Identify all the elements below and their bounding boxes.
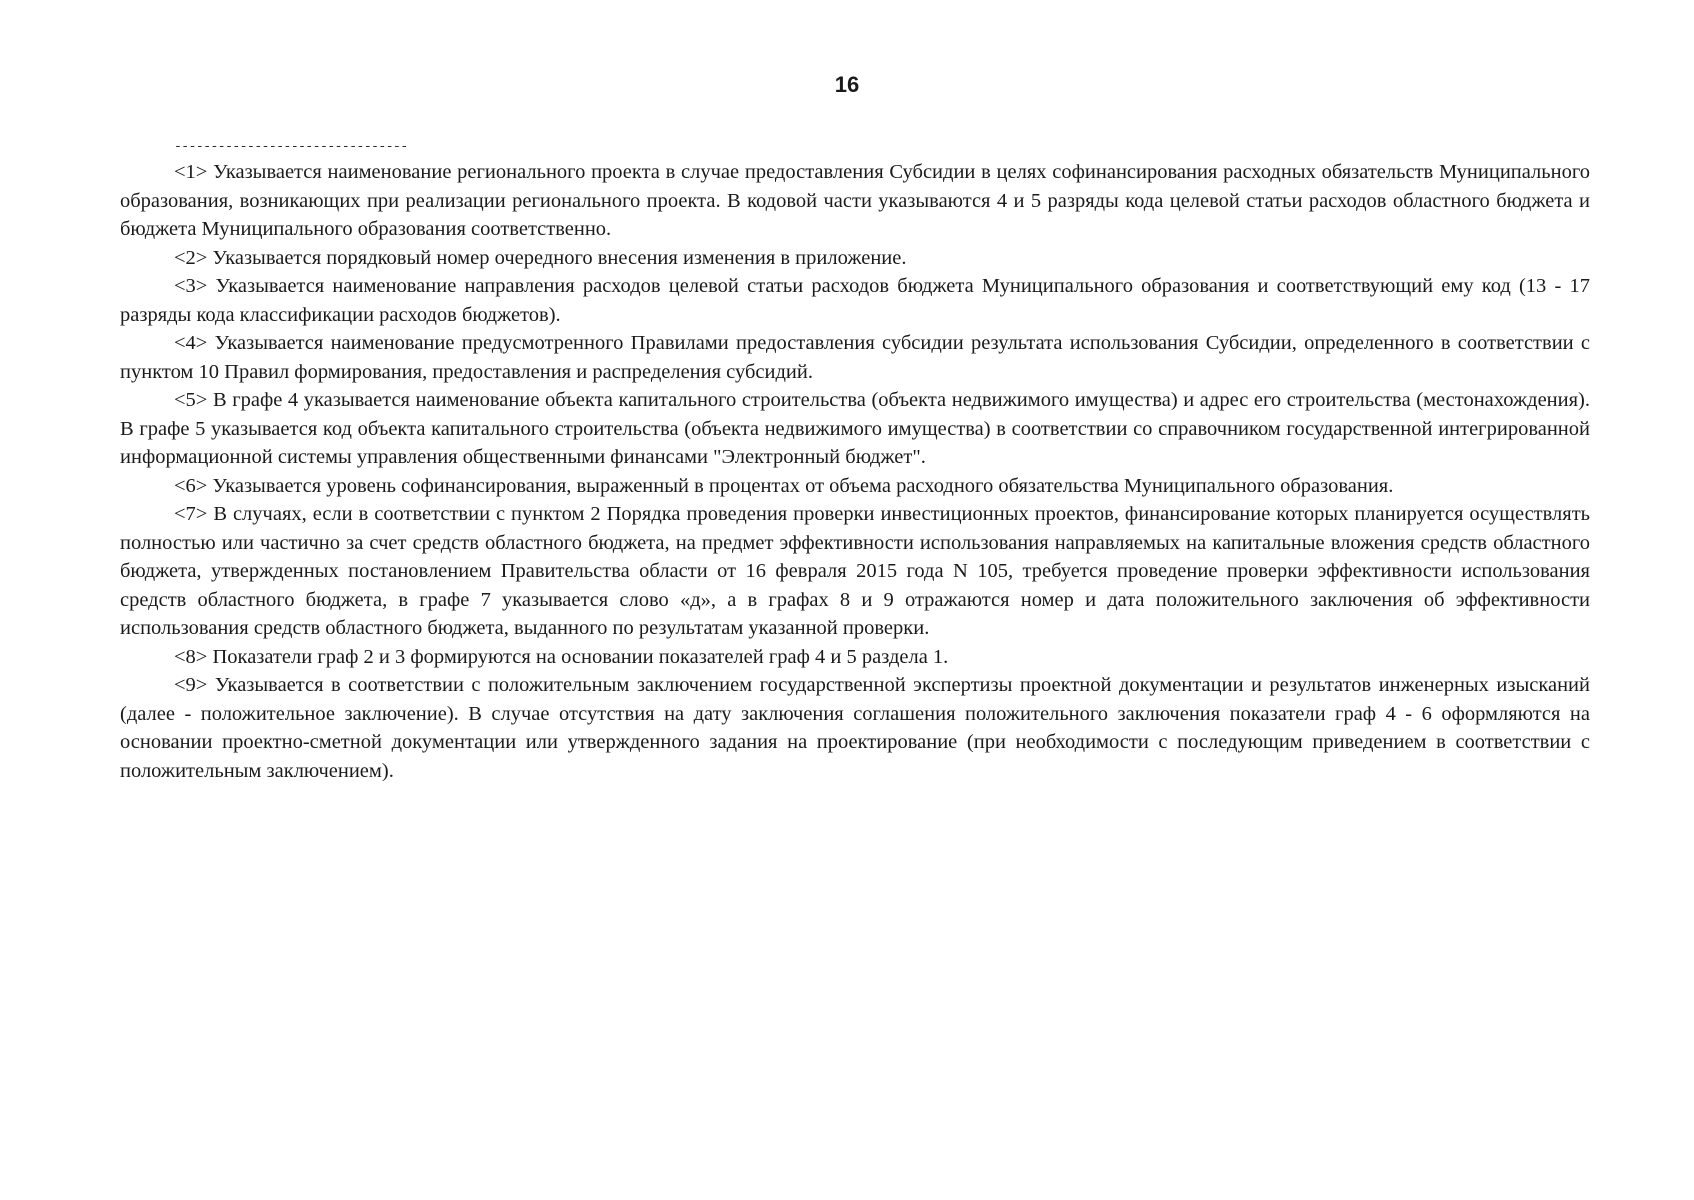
footnote-1: <1> Указывается наименование регионального проекта в случае предоставления Субсидии в целях софинансирования расходных обязательств Муниципального образования, возникающих при реализации регионального проекта. В кодовой части указываются 4 и 5 разряды кода целевой статьи расходов областного бюджета и бюджета Муниципального образования соответственно. (120, 161, 1590, 240)
footnote-5: <5> В графе 4 указывается наименование объекта капитального строительства (объекта недвижимого имущества) и адрес его строительства (местонахождения). В графе 5 указывается код объекта капитального строительства (объекта недвижимого имущества) в соответствии со справочником государственной интегрированной информационной системы управления общественными финансами "Электронный бюджет". (120, 389, 1590, 468)
footnote-7: <7> В случаях, если в соответствии с пунктом 2 Порядка проведения проверки инвестиционных проектов, финансирование которых планируется осуществлять полностью или частично за счет средств областного бюджета, на предмет эффективности использования направляемых на капитальные вложения средств областного бюджета, утвержденных постановлением Правительства области от 16 февраля 2015 года N 105, требуется проведение проверки эффективности использования средств областного бюджета, в графе 7 указывается слово «д», а в графах 8 и 9 отражаются номер и дата положительного заключения об эффективности использования средств областного бюджета, выданного по результатам указанной проверки. (120, 503, 1590, 639)
footnote-separator: -------------------------------- (174, 139, 408, 154)
footnote-2: <2> Указывается порядковый номер очередного внесения изменения в приложение. (174, 246, 907, 269)
footnote-8: <8> Показатели граф 2 и 3 формируются на основании показателей граф 4 и 5 раздела 1. (174, 645, 949, 668)
footnote-6: <6> Указывается уровень софинансирования, выраженный в процентах от объема расходного обязательства Муниципального образования. (174, 474, 1394, 497)
footnote-3: <3> Указывается наименование направления расходов целевой статьи расходов бюджета Муниципального образования и соответствующий ему код (13 - 17 разряды кода классификации расходов бюджетов). (120, 275, 1590, 326)
footnotes-section (120, 138, 1590, 785)
footnote-9: <9> Указывается в соответствии с положительным заключением государственной экспертизы проектной документации и результатов инженерных изысканий (далее - положительное заключение). В случае отсутствия на дату заключения соглашения положительного заключения показатели граф 4 - 6 оформляются на основании проектно-сметной документации или утвержденного задания на проектирование (при необходимости с последующим приведением в соответствии с положительным заключением). (120, 674, 1590, 782)
footnote-4: <4> Указывается наименование предусмотренного Правилами предоставления субсидии результата использования Субсидии, определенного в соответствии с пунктом 10 Правил формирования, предоставления и распределения субсидий. (120, 332, 1590, 383)
page-number: 16 (834, 72, 860, 97)
